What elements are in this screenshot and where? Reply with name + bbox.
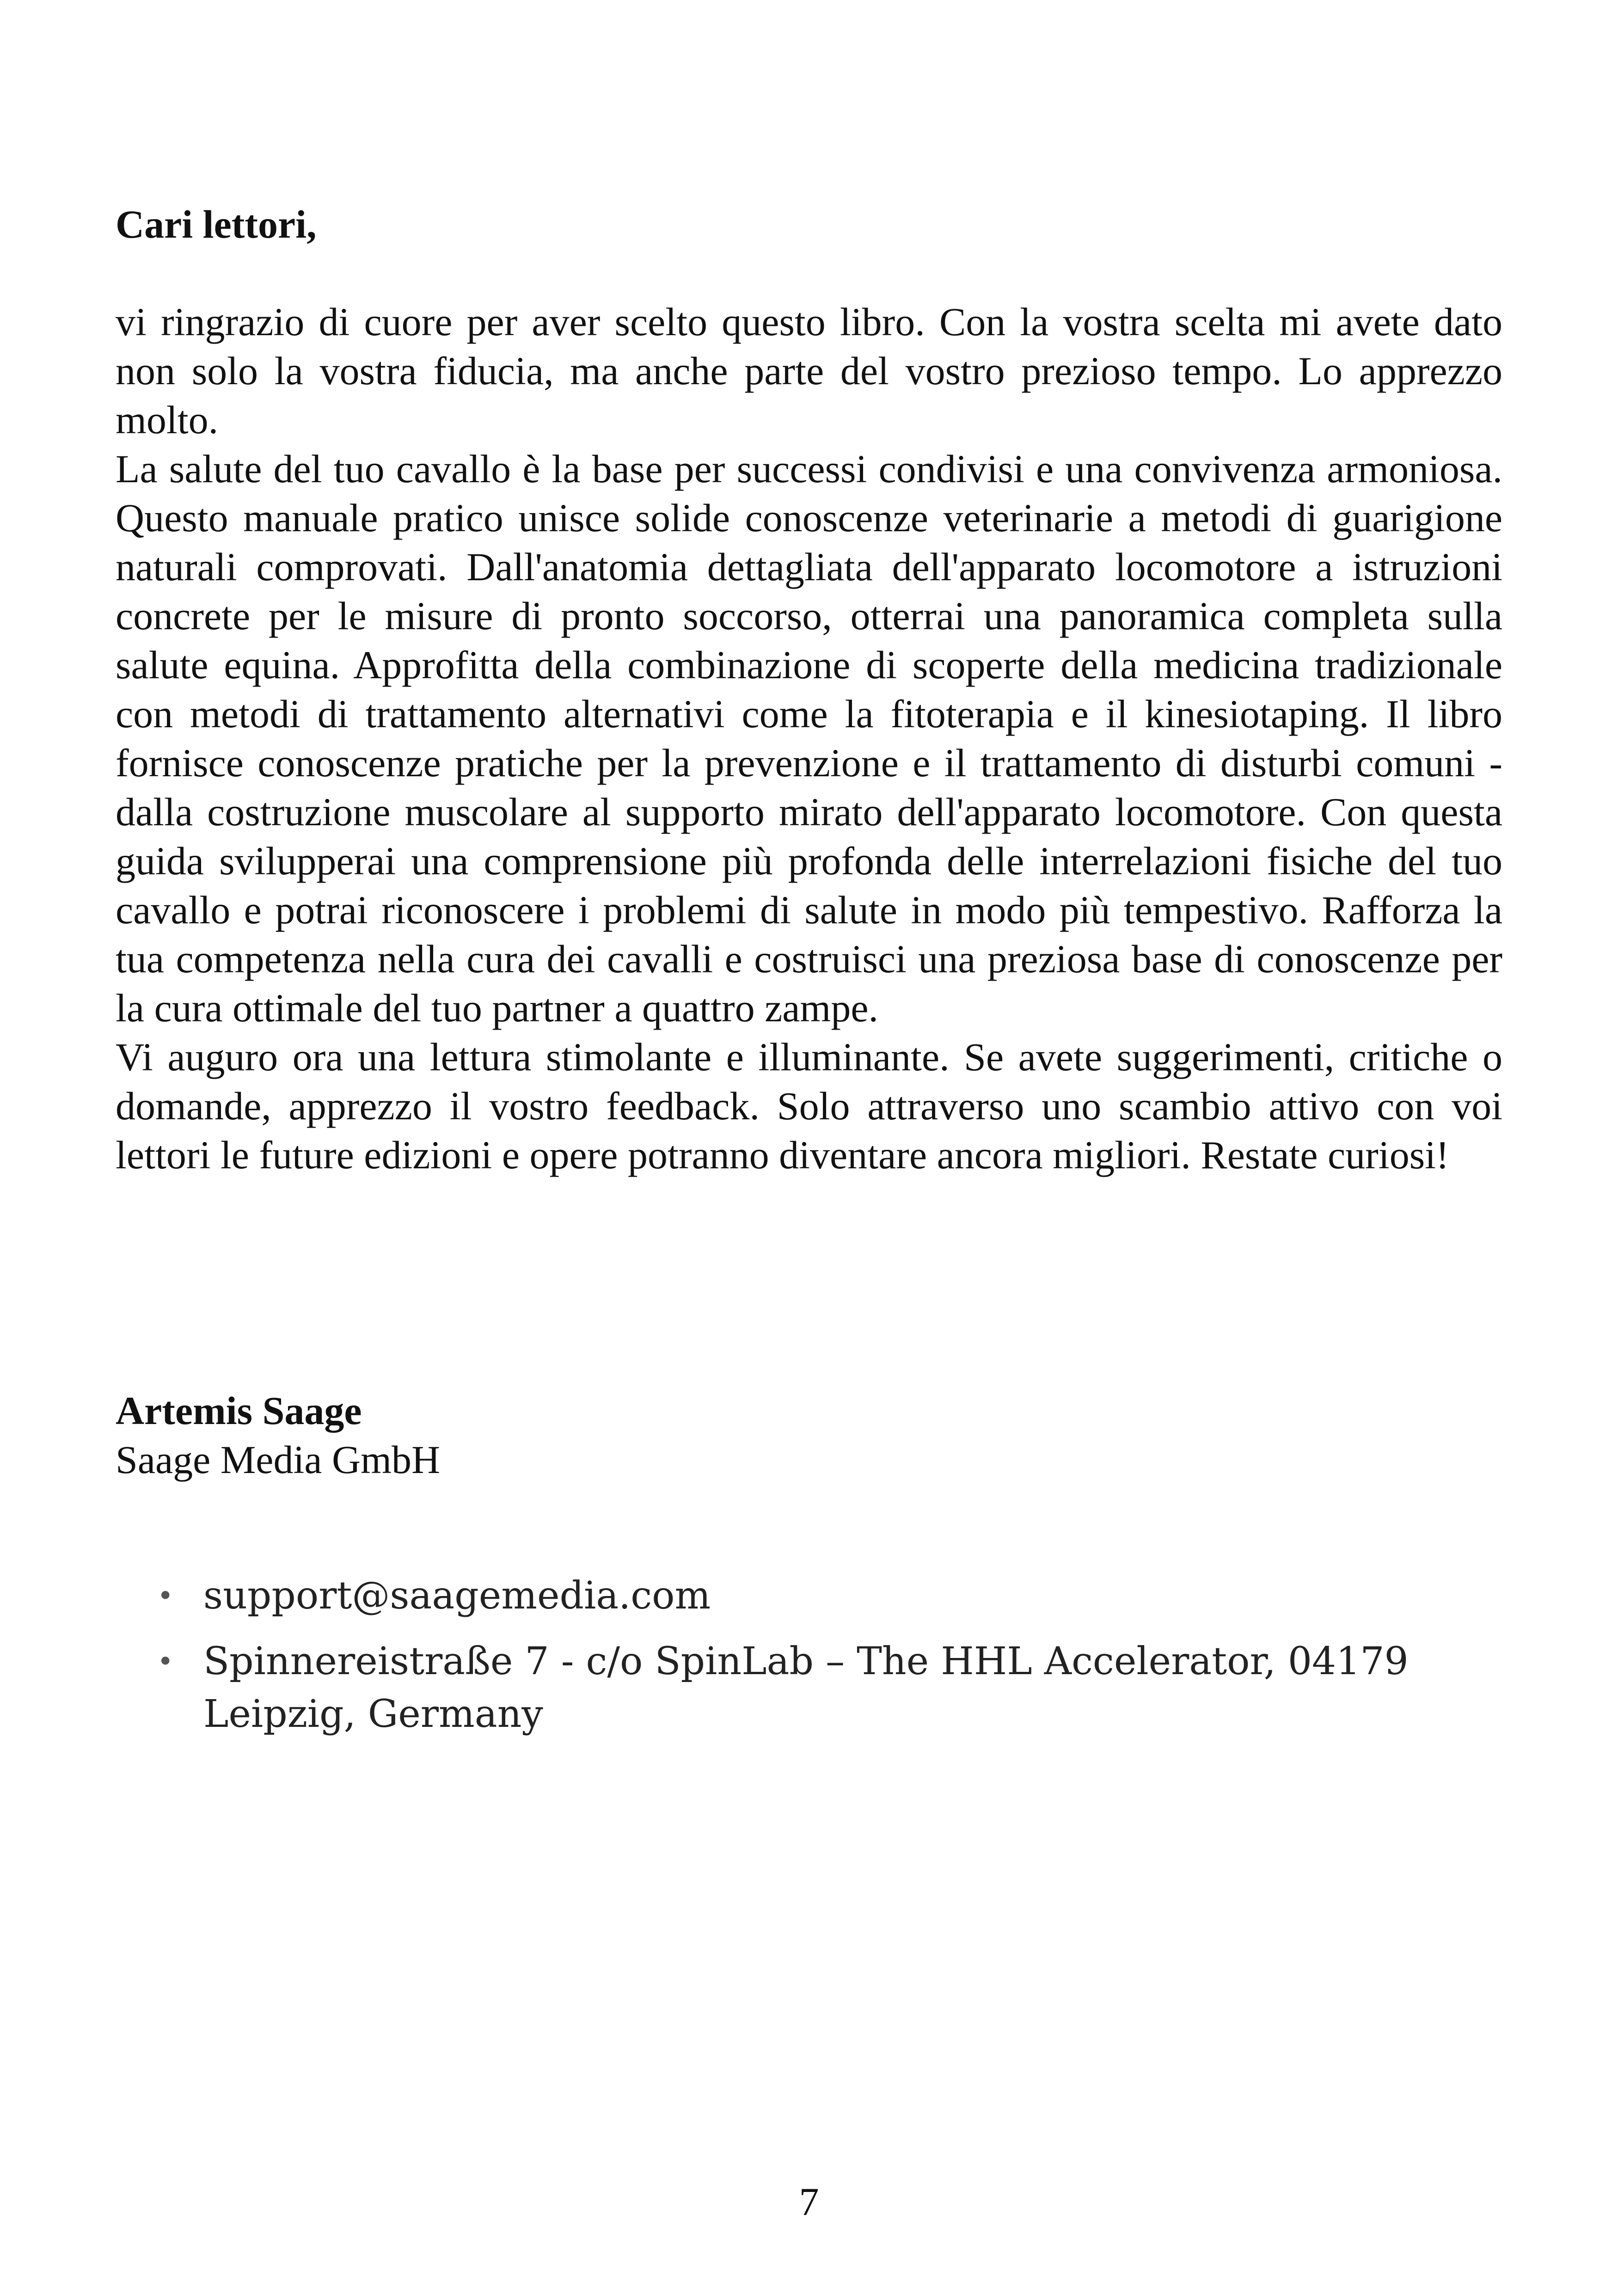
signature-block xyxy=(116,1386,440,1484)
bullet-icon: • xyxy=(157,1645,174,1678)
bullet-icon: • xyxy=(157,1580,174,1612)
letter-paragraph: La salute del tuo cavallo è la base per successi condivisi e una convivenza armoniosa. Questo manuale pratico unisce solide conoscenze veterinarie a metodi di guarigione naturali comprovati. Dall'anatomia dettagliata dell'apparato locomotore a istruzioni concrete per le misure di pronto soccorso, otterrai una panoramica completa sulla salute equina. Approfitta della combinazione di scoperte della medicina tradizionale con metodi di trattamento alternativi come la fitoterapia e il kinesiotaping. Il libro fornisce conoscenze pratiche per la prevenzione e il trattamento di disturbi comuni - dalla costruzione muscolare al supporto mirato dell'apparato locomotore. Con questa guida svilupperai una comprensione più profonda delle interrelazioni fisiche del tuo cavallo e potrai riconoscere i problemi di salute in modo più tempestivo. Rafforza la tua competenza nella cura dei cavalli e costruisci una preziosa base di conoscenze per la cura ottimale del tuo partner a quattro zampe. xyxy=(116,447,1502,1030)
page-number: 7 xyxy=(799,2179,819,2224)
contact-list xyxy=(157,1570,1498,1754)
letter-paragraph: vi ringrazio di cuore per aver scelto questo libro. Con la vostra scelta mi avete dato non solo la vostra fiducia, ma anche parte del vostro prezioso tempo. Lo apprezzo molto. xyxy=(116,300,1502,442)
contact-address: Spinnereistraße 7 - c/o SpinLab – The HHL Accelerator, 04179 Leipzig, Germany xyxy=(203,1639,1409,1736)
letter-greeting: Cari lettori, xyxy=(116,202,317,246)
contact-email[interactable]: support@saagemedia.com xyxy=(203,1574,711,1618)
letter-body xyxy=(116,297,1502,1179)
contact-address-item xyxy=(157,1635,1498,1741)
contact-email-item xyxy=(157,1570,1498,1622)
letter-paragraph: Vi auguro ora una lettura stimolante e illuminante. Se avete suggerimenti, critiche o domande, apprezzo il vostro feedback. Solo attraverso uno scambio attivo con voi lettori le future edizioni e opere potranno diventare ancora migliori. Restate curiosi! xyxy=(116,1035,1502,1177)
author-name: Artemis Saage xyxy=(116,1388,362,1433)
company-name: Saage Media GmbH xyxy=(116,1437,441,1482)
